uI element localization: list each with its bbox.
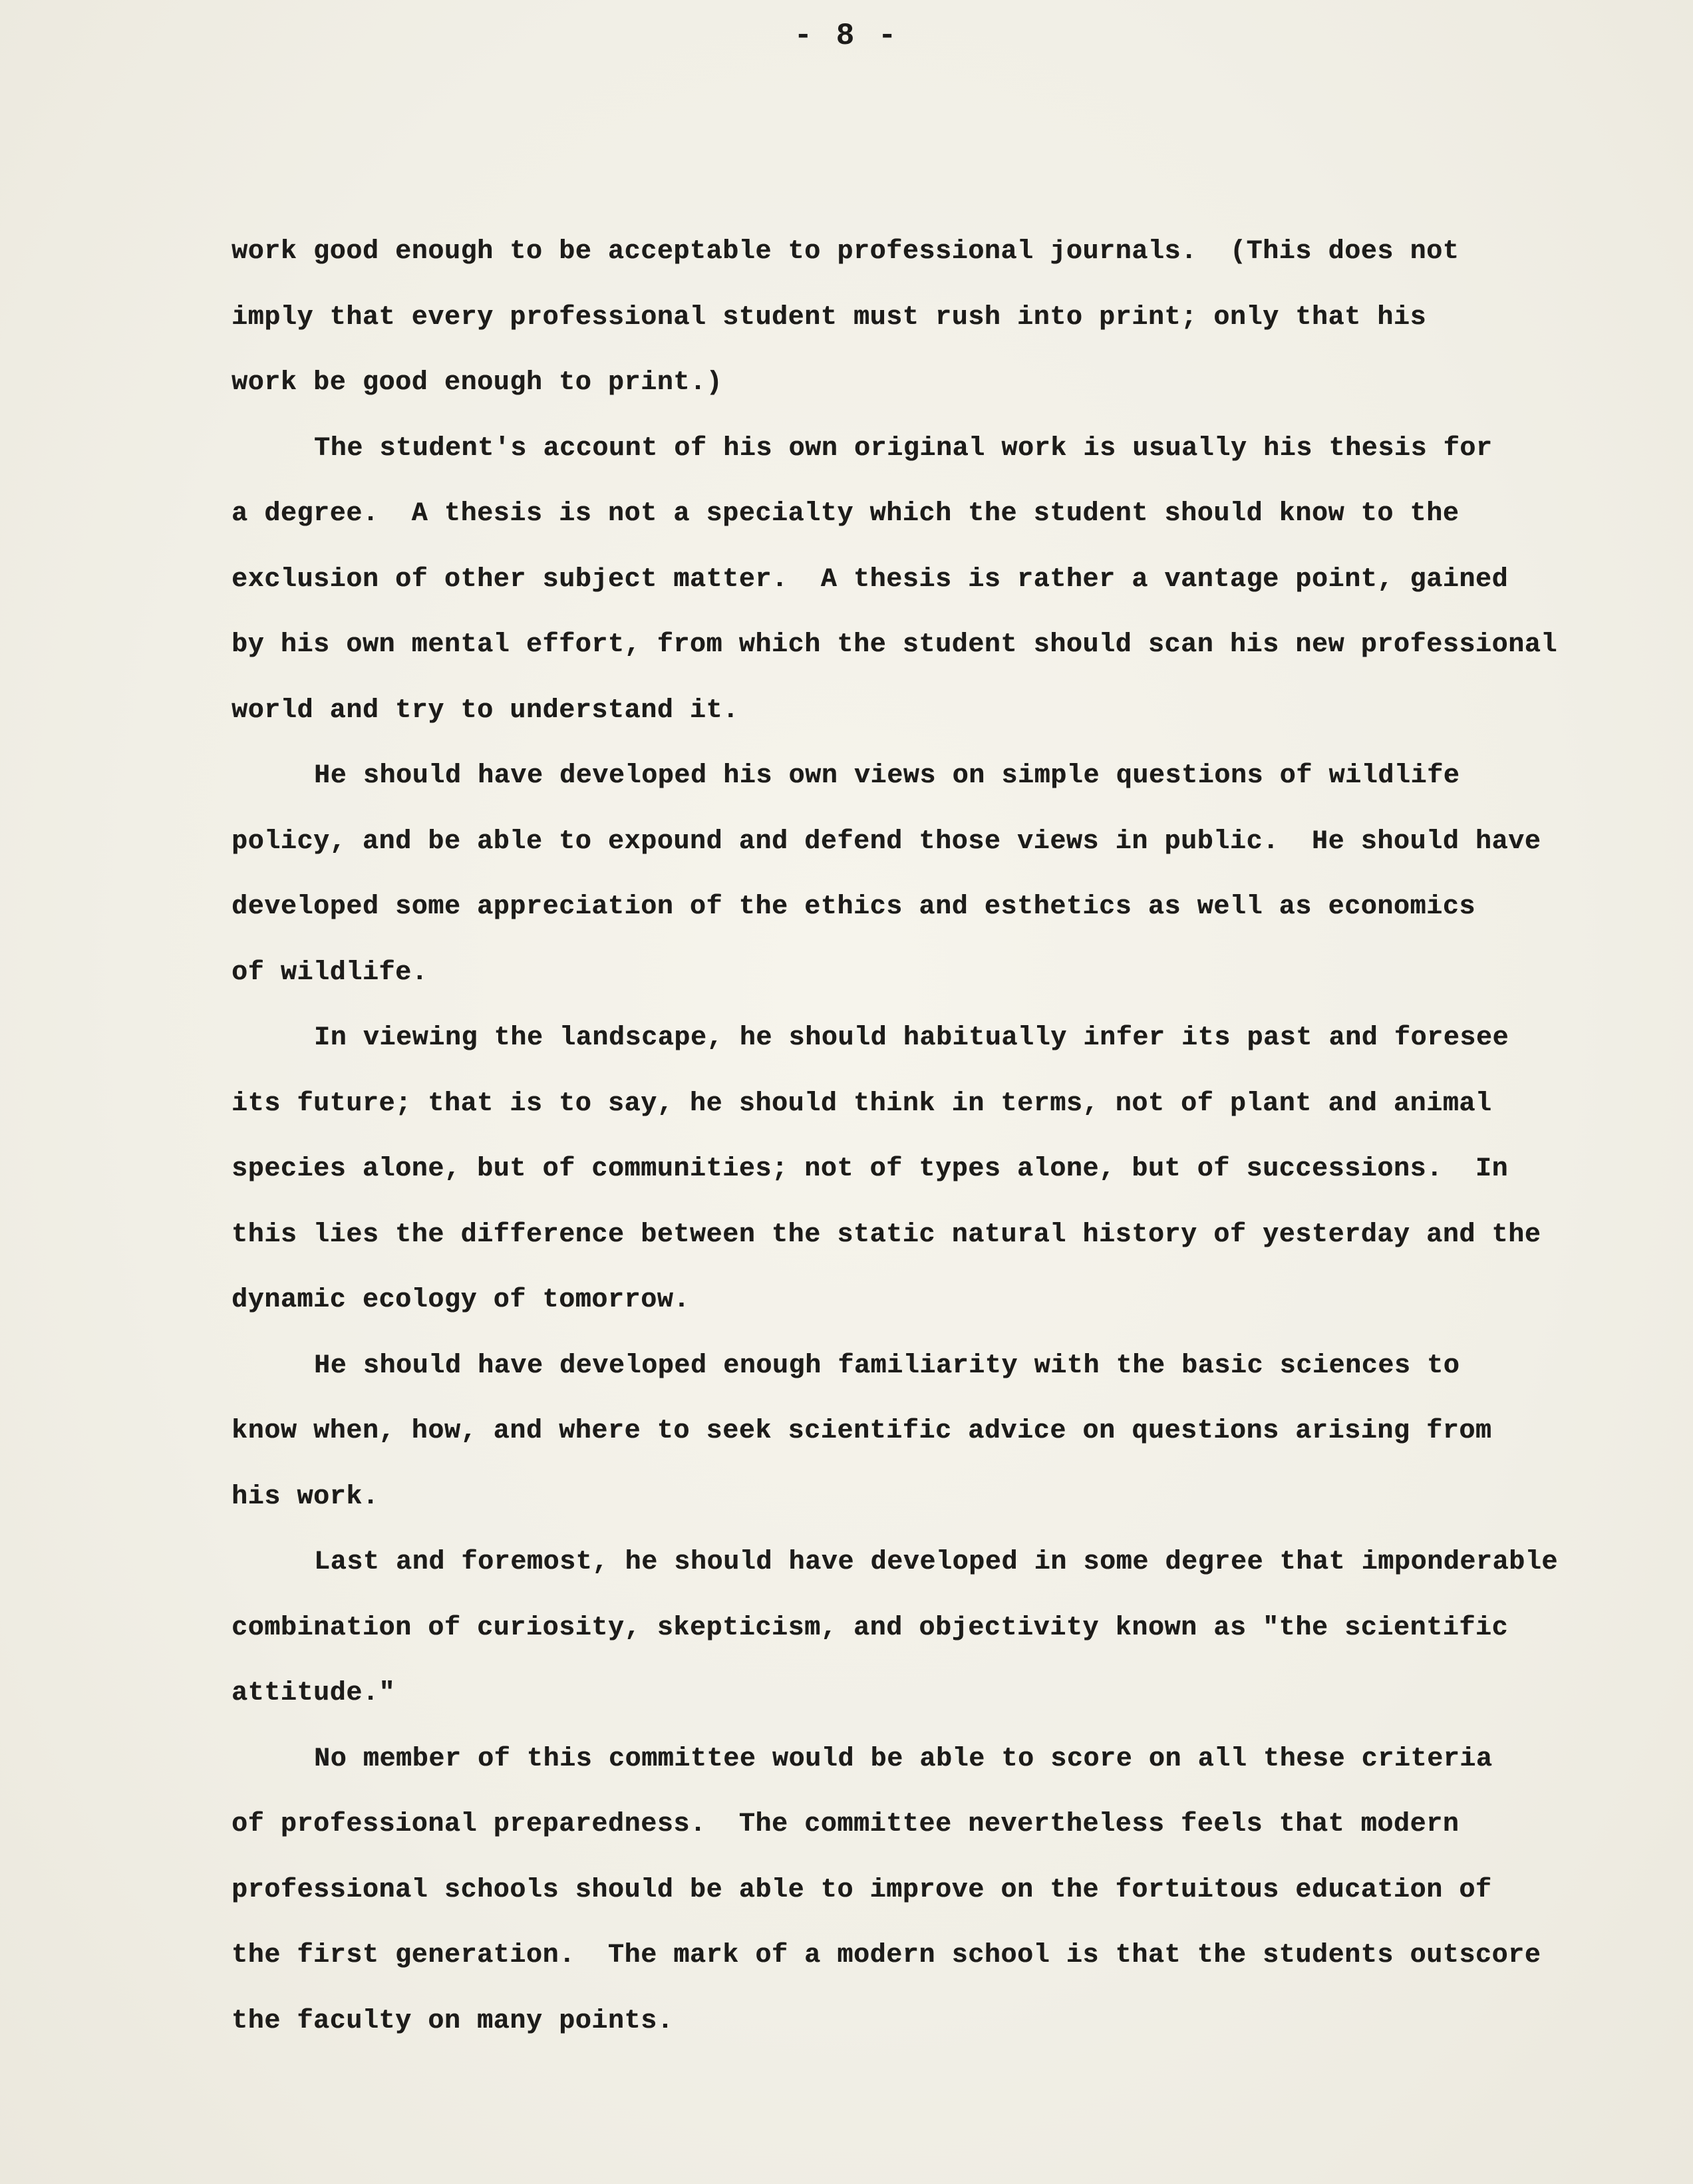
paragraph-line: its future; that is to say, he should think in terms, not of plant and animal [231, 1088, 1492, 1119]
paragraph-line: this lies the difference between the static natural history of yesterday and the [231, 1219, 1541, 1250]
paragraph-line: combination of curiosity, skepticism, and objectivity known as "the scientific [231, 1613, 1509, 1643]
paragraph-line: work be good enough to print.) [231, 368, 723, 398]
paragraph-1 [231, 220, 1589, 416]
paragraph-line: attitude." [231, 1678, 396, 1708]
paragraph-line: the first generation. The mark of a modern school is that the students outscore [231, 1941, 1541, 1970]
paragraph-5 [231, 1334, 1589, 1531]
paragraph-line: his work. [231, 1482, 379, 1512]
paragraph-line: In viewing the landscape, he should habitually infer its past and foresee [314, 1023, 1509, 1053]
paragraph-3 [231, 744, 1589, 1006]
paragraph-line: policy, and be able to expound and defend those views in public. He should have [231, 826, 1541, 857]
paragraph-7 [231, 1727, 1589, 2055]
paragraph-2 [231, 416, 1589, 744]
paragraph-line: of wildlife. [231, 957, 428, 988]
paragraph-line: He should have developed enough familiarity with the basic sciences to [314, 1350, 1460, 1381]
paragraph-line: by his own mental effort, from which the student should scan his new professional [231, 630, 1557, 660]
paragraph-line: know when, how, and where to seek scientific advice on questions arising from [231, 1416, 1492, 1446]
paragraph-line: The student's account of his own original work is usually his thesis for [314, 433, 1493, 464]
paragraph-line: developed some appreciation of the ethics and esthetics as well as economics [231, 892, 1475, 922]
paragraph-line: imply that every professional student must rush into print; only that his [231, 302, 1427, 333]
paragraph-line: No member of this committee would be able to score on all these criteria [314, 1744, 1493, 1774]
paragraph-line: exclusion of other subject matter. A thesis is rather a vantage point, gained [231, 564, 1509, 595]
paragraph-line: species alone, but of communities; not of types alone, but of successions. In [231, 1154, 1509, 1184]
paragraph-line: work good enough to be acceptable to professional journals. (This does not [231, 237, 1460, 267]
paragraph-line: dynamic ecology of tomorrow. [231, 1285, 690, 1315]
paragraph-line: world and try to understand it. [231, 695, 739, 726]
paragraph-line: a degree. A thesis is not a specialty which the student should know to the [231, 499, 1460, 529]
paragraph-line: the faculty on many points. [231, 2006, 674, 2036]
page-number: - 8 - [794, 19, 899, 53]
paragraph-line: Last and foremost, he should have developed in some degree that imponderable [314, 1547, 1558, 1577]
paragraph-line: professional schools should be able to improve on the fortuitous education of [231, 1875, 1492, 1905]
paragraph-line: of professional preparedness. The committee nevertheless feels that modern [231, 1809, 1460, 1839]
paragraph-6 [231, 1530, 1589, 1727]
paragraph-4 [231, 1006, 1589, 1334]
paragraph-line: He should have developed his own views on simple questions of wildlife [314, 761, 1460, 791]
body-text [231, 220, 1589, 2054]
